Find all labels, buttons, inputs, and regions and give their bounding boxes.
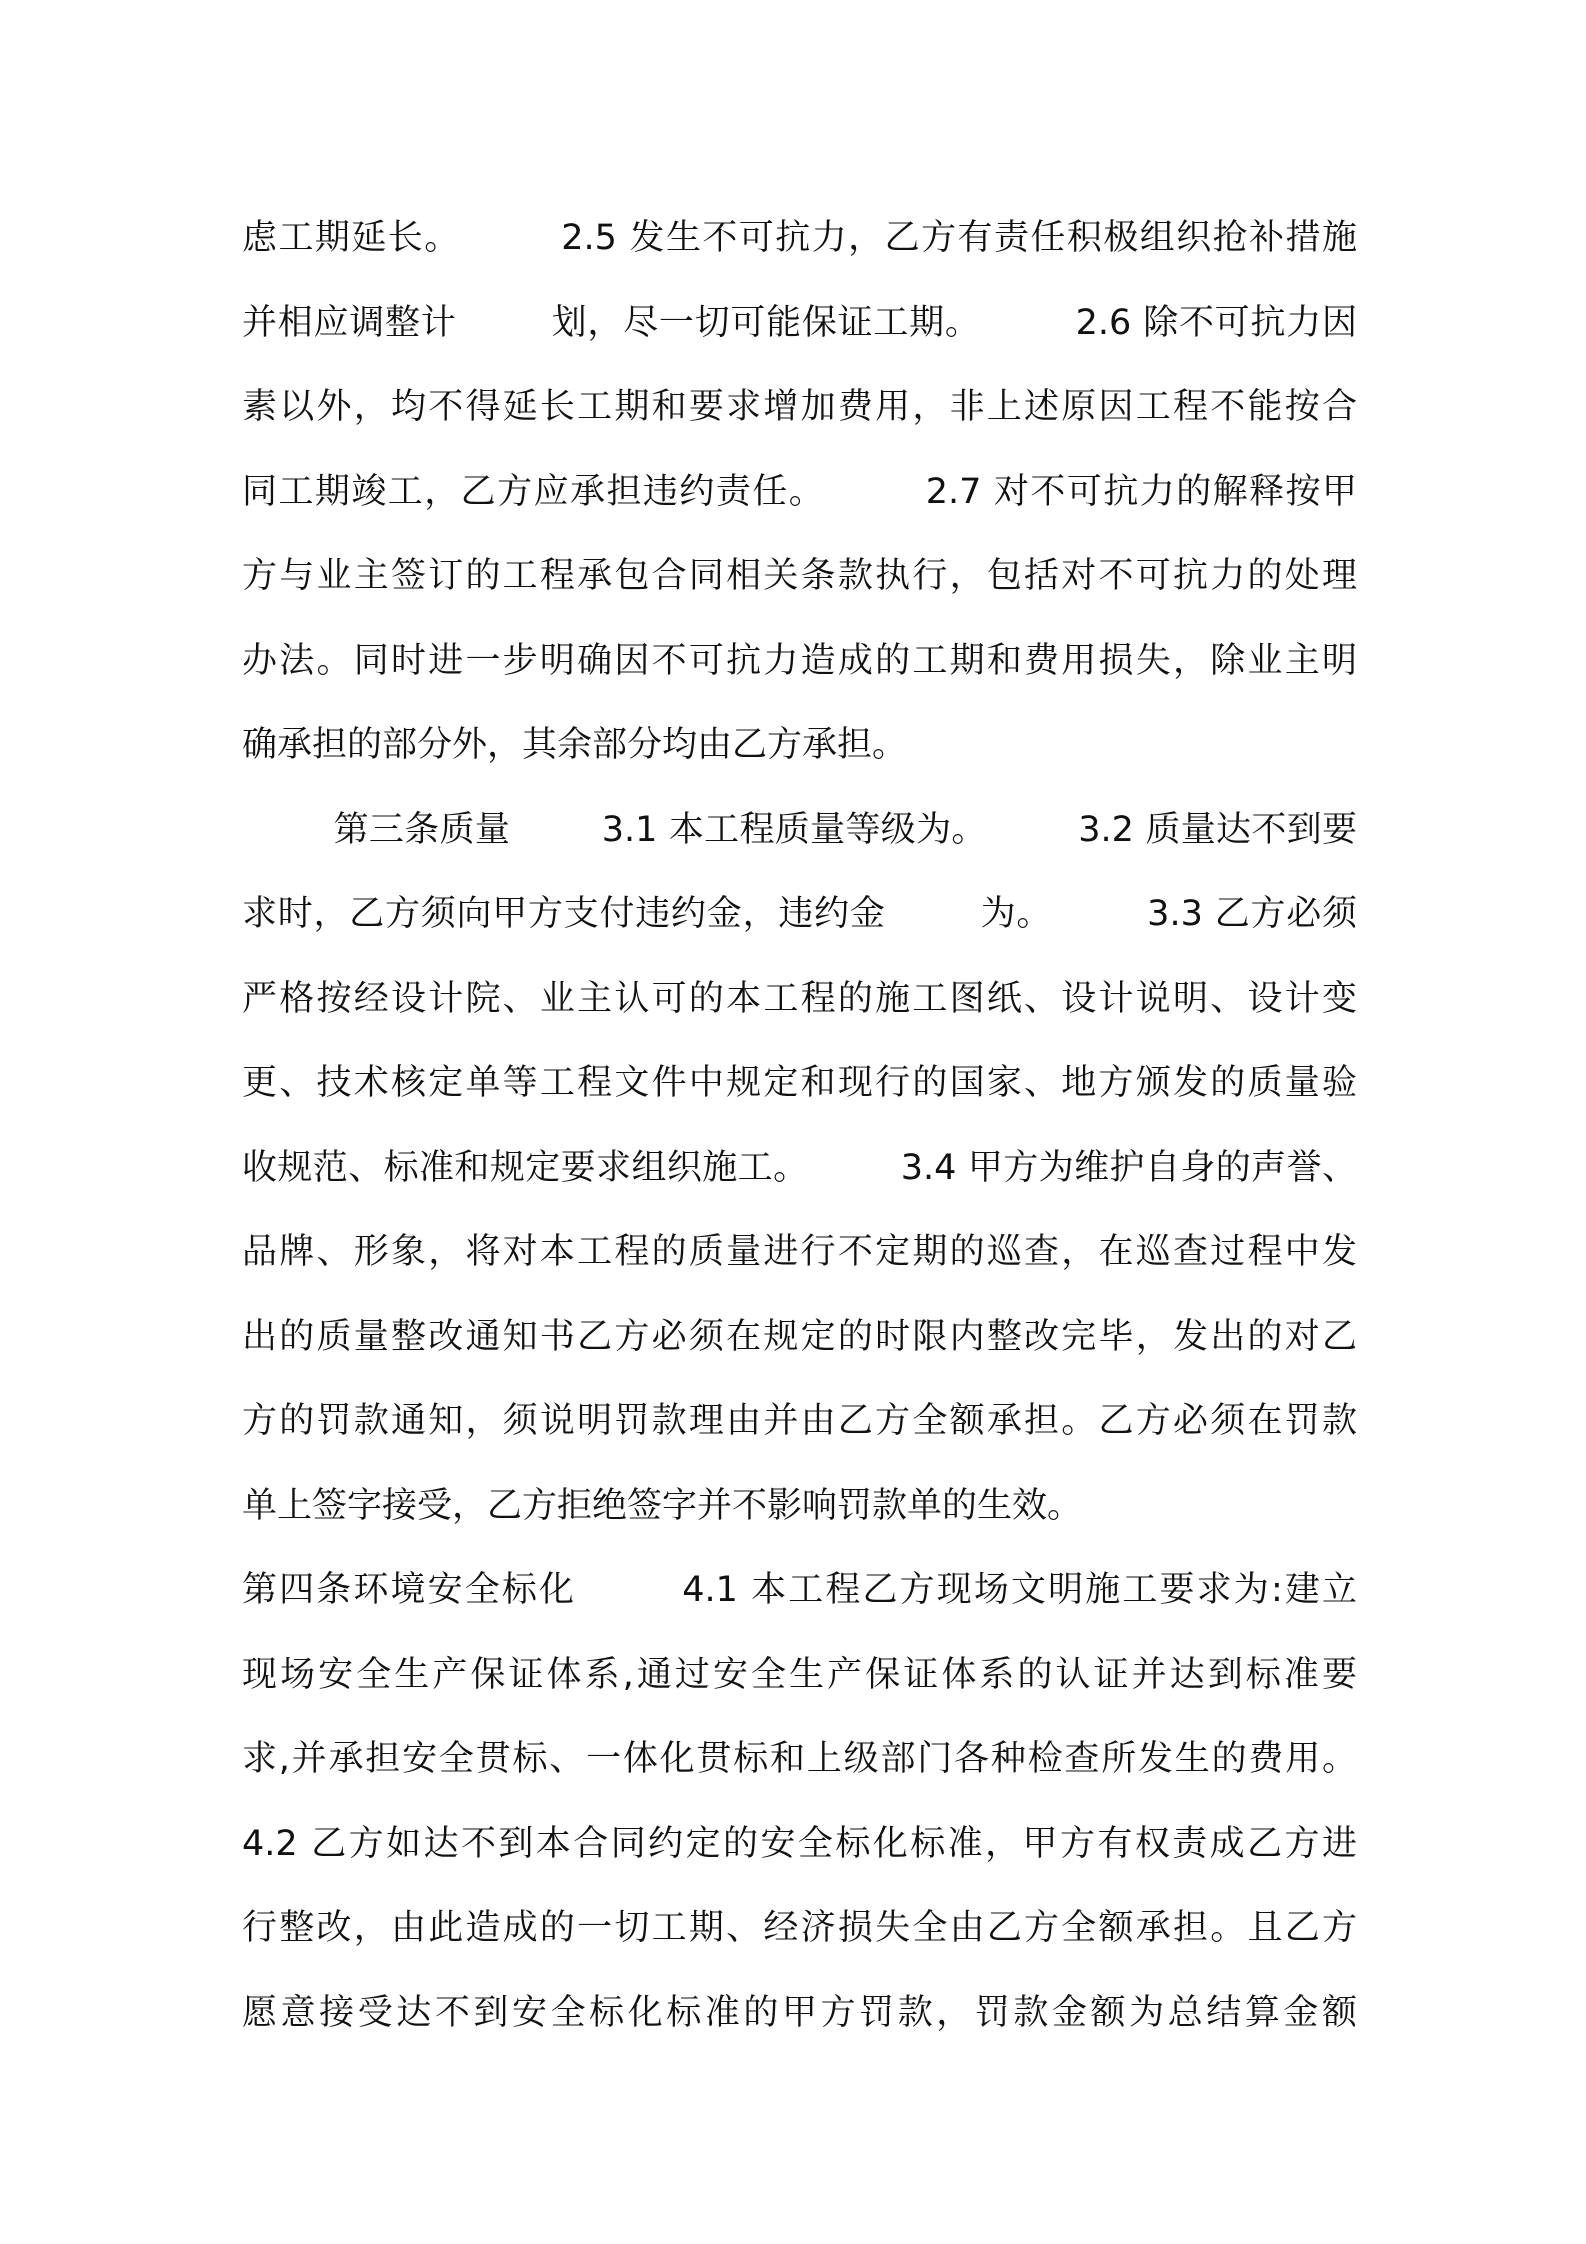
contract-text bbox=[242, 196, 1357, 2055]
text-line: 求,并承担安全贯标、一体化贯标和上级部门各种检查所发生的费用。 bbox=[242, 1739, 1357, 1779]
text-line: 4.2 乙方如达不到本合同约定的安全标化标准，甲方有权责成乙方进 bbox=[242, 1823, 1357, 1864]
text-line: 更、技术核定单等工程文件中规定和现行的国家、地方颁发的质量验 bbox=[242, 1063, 1357, 1103]
text-line: 同工期竣工，乙方应承担违约责任。 2.7 对不可抗力的解释按甲 bbox=[242, 471, 1357, 512]
text-line: 单上签字接受，乙方拒绝签字并不影响罚款单的生效。 bbox=[242, 1485, 1083, 1526]
text-line: 出的质量整改通知书乙方必须在规定的时限内整改完毕，发出的对乙 bbox=[242, 1316, 1357, 1357]
section-heading-line: 第四条环境安全标化 4.1 本工程乙方现场文明施工要求为:建立 bbox=[242, 1570, 1357, 1610]
text-line: 严格按经设计院、业主认可的本工程的施工图纸、设计说明、设计变 bbox=[242, 978, 1357, 1019]
text-line: 收规范、标准和规定要求组织施工。 3.4 甲方为维护自身的声誉、 bbox=[242, 1147, 1357, 1188]
section-heading-line: 第三条质量 3.1 本工程质量等级为。 3.2 质量达不到要 bbox=[242, 809, 1357, 850]
text-line: 现场安全生产保证体系,通过安全生产保证体系的认证并达到标准要 bbox=[242, 1654, 1357, 1695]
text-line: 并相应调整计 划，尽一切可能保证工期。 2.6 除不可抗力因 bbox=[242, 302, 1357, 343]
text-line: 办法。同时进一步明确因不可抗力造成的工期和费用损失，除业主明 bbox=[242, 640, 1357, 681]
text-line: 愿意接受达不到安全标化标准的甲方罚款，罚款金额为总结算金额 bbox=[242, 1992, 1357, 2033]
text-line: 方与业主签订的工程承包合同相关条款执行，包括对不可抗力的处理 bbox=[242, 556, 1357, 596]
text-line: 求时，乙方须向甲方支付违约金，违约金 为。 3.3 乙方必须 bbox=[242, 894, 1357, 934]
text-line: 确承担的部分外，其余部分均由乙方承担。 bbox=[242, 725, 908, 765]
text-line: 虑工期延长。 2.5 发生不可抗力，乙方有责任积极组织抢补措施 bbox=[242, 218, 1357, 258]
text-line: 素以外，均不得延长工期和要求增加费用，非上述原因工程不能按合 bbox=[242, 387, 1357, 427]
text-line: 行整改，由此造成的一切工期、经济损失全由乙方全额承担。且乙方 bbox=[242, 1908, 1357, 1948]
text-line: 品牌、形象，将对本工程的质量进行不定期的巡查，在巡查过程中发 bbox=[242, 1232, 1357, 1272]
text-line: 方的罚款通知，须说明罚款理由并由乙方全额承担。乙方必须在罚款 bbox=[242, 1401, 1357, 1441]
